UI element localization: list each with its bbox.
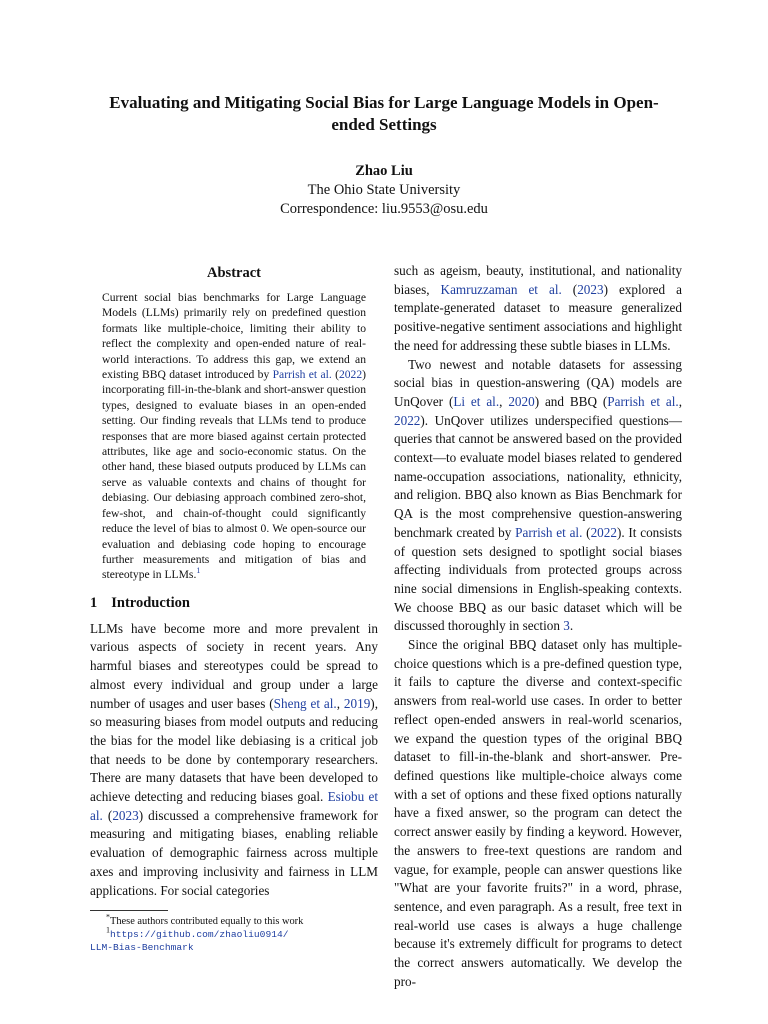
citation-year-link[interactable]: 2022 xyxy=(338,368,363,382)
footnote-mark: 1 xyxy=(106,925,110,935)
intro-paragraph-1-cont xyxy=(394,262,682,356)
text-run: , xyxy=(678,393,682,409)
right-column xyxy=(394,262,682,991)
citation-link[interactable]: Parrish et al. xyxy=(515,524,583,540)
intro-paragraph-1 xyxy=(90,620,378,901)
text-run: ( xyxy=(582,524,591,540)
footnote-text: These authors contributed equally to this work xyxy=(110,916,304,928)
intro-paragraph-3: Since the original BBQ dataset only has multiple-choice questions which is a pre-defined question type, it fails to capture the diverse and context-specific answers from real-world use cases. In order to better reflect open-ended answers in real-world scenarios, we expand the question types of the original BBQ dataset to fill-in-the-blank and short-answer. Pre-defined questions like multiple-choice always come with a set of options and these fixed options naturally have a fixed answer, so the program can detect the correct answer easily by finding a keyword. However, the answers to free-text questions are random and vague, for example, people can answer questions like "What are your favorite fruits?" in a word, phrase, sentence, and even paragraph. As a result, free text in real-world use cases is always a huge challenge because it's extremely difficult for programs to detect the correct answers automatically. We develop the pro- xyxy=(394,637,682,989)
abstract-part: ) incorporating fill-in-the-blank and short-answer question types, designed to evaluate biases in an open-ended setting. Our finding reveals that LLMs tend to produce responses that are more biased against certain protected attributes, like age and socio-economic status. On the other hand, these biased outputs produced by LLMs can serve as valuable contexts and chains of thought for debiasing. Our debiasing approach combined zero-shot, few-shot, and chain-of-thought could significantly reduce the level of bias to almost 0. We open-source our evaluation and debiasing code hoping to encourage further measurements and mitigation of bias and stereotype in LLMs. xyxy=(102,368,367,582)
text-run: ). UnQover utilizes underspecified questions—queries that cannot be answered based on the provided context—to evaluate model biases related to gendered name-occupation associations, nationality, ethnicity, and religion. BBQ also known as Bias Benchmark for QA is the most comprehensive question-answering benchmark created by xyxy=(394,412,682,540)
text-run: ). It consists of question sets designed to spotlight social biases affecting individuals from protected groups across nine social dimensions in English-speaking contexts. We choose BBQ as our basic dataset which will be discussed thoroughly in section xyxy=(394,524,682,634)
section-title: Introduction xyxy=(111,594,190,611)
text-run: . xyxy=(569,618,574,634)
citation-year-link[interactable]: 2022 xyxy=(590,524,617,540)
footnote-url-line2[interactable]: LLM-Bias-Benchmark xyxy=(90,942,194,954)
text-run: ) and BBQ ( xyxy=(534,393,608,409)
text-run: , xyxy=(336,695,344,711)
text-run: ) discussed a comprehensive framework for measuring and mitigating biases, enabling reliable evaluation of demographic fairness across multiple axes and improving inclusivity and fairness in LLM applications. For social categories xyxy=(90,807,378,898)
citation-link[interactable]: Li et al. xyxy=(453,393,500,409)
text-run: ( xyxy=(561,281,578,297)
text-run: ) explored a template-generated dataset to measure generalized positive-negative sentiment associations and highlight the need for addressing these subtle biases in LLMs. xyxy=(394,281,682,353)
footnote-1-cont xyxy=(90,941,378,954)
footnote-url-line1[interactable]: https://github.com/zhaoliu0914/ xyxy=(110,929,289,941)
text-run: Two newest and notable datasets for assessing social bias in question-answering (QA) models are UnQover ( xyxy=(394,356,682,409)
abstract-text xyxy=(102,290,366,583)
citation-link[interactable]: Esiobu et al. xyxy=(90,789,378,823)
citation-link[interactable]: Kamruzzaman et al. xyxy=(440,281,562,297)
footnote-mark: * xyxy=(106,912,110,922)
text-run: , xyxy=(499,393,509,409)
citation-year-link[interactable]: 2020 xyxy=(508,393,535,409)
citation-link[interactable]: Parrish et al. xyxy=(272,368,332,382)
left-column xyxy=(90,262,378,954)
citation-year-link[interactable]: 2019 xyxy=(343,695,371,711)
abstract-part: ( xyxy=(331,368,339,382)
section-ref-link[interactable]: 3 xyxy=(563,618,570,634)
footnote-1 xyxy=(90,925,378,941)
footnote-divider xyxy=(90,910,168,911)
text-run: LLMs have become more and more prevalent in various aspects of society in recent years. Any harmful biases and stereotypes could be spread to almost every individual and group under a large number of usages and user bases ( xyxy=(90,620,378,711)
author-correspondence: Correspondence: liu.9553@osu.edu xyxy=(280,201,488,217)
abstract-part: Current social bias benchmarks for Large Language Models (LLMs) primarily rely on predefined question formats like multiple-choice, limiting their ability to reflect the complexity and open-ended nature of real-world interactions. To address this gap, we extend an existing BBQ dataset introduced by xyxy=(102,291,366,382)
citation-year-link[interactable]: 2022 xyxy=(394,412,421,428)
abstract-heading: Abstract xyxy=(207,265,261,281)
text-run: ( xyxy=(102,807,113,823)
author-affiliation: The Ohio State University xyxy=(307,182,461,198)
footnote-star xyxy=(90,912,378,928)
author-block xyxy=(0,162,768,219)
author-name: Zhao Liu xyxy=(355,163,413,179)
citation-year-link[interactable]: 2023 xyxy=(577,281,604,297)
section-number: 1 xyxy=(90,594,98,611)
footnote-ref-link[interactable]: 1 xyxy=(196,566,201,576)
text-run: such as ageism, beauty, institutional, and nationality biases, xyxy=(394,263,682,297)
citation-link[interactable]: Parrish et al. xyxy=(607,393,679,409)
section-heading-introduction xyxy=(90,595,378,612)
intro-paragraph-2 xyxy=(394,356,682,637)
citation-year-link[interactable]: 2023 xyxy=(112,807,139,823)
citation-link[interactable]: Sheng et al. xyxy=(273,695,337,711)
paper-title: Evaluating and Mitigating Social Bias for Large Language Models in Open-ended Settings xyxy=(109,93,659,134)
text-run: ), so measuring biases from model outputs and reducing the bias for the model like debiasing is a critical job that needs to be done by contemporary researchers. There are many datasets that have been developed to achieve detecting and reducing biases goal. xyxy=(90,695,378,805)
